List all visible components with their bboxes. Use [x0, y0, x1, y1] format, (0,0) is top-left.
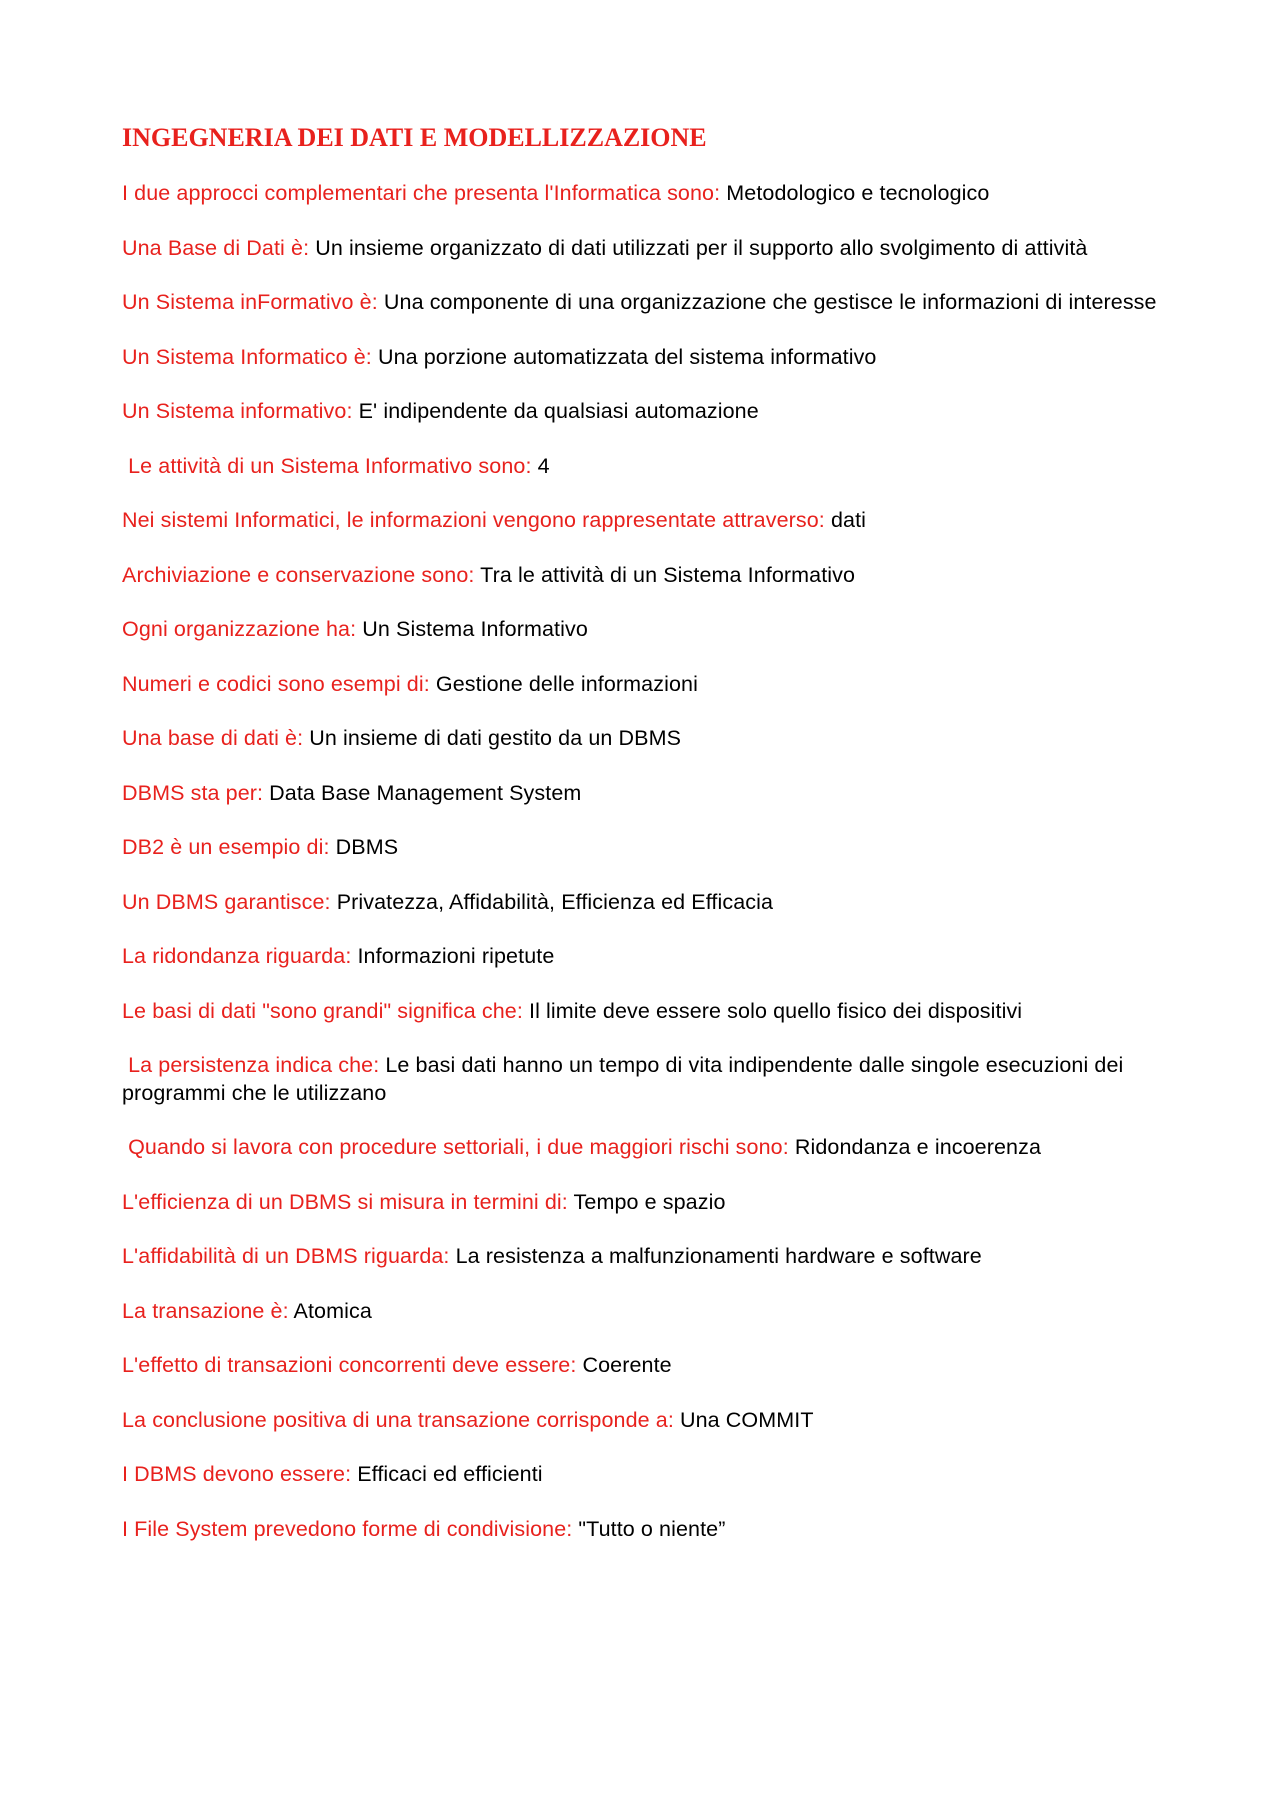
- question-text: L'affidabilità di un DBMS riguarda:: [122, 1244, 450, 1268]
- question-text: L'effetto di transazioni concorrenti deve essere:: [122, 1353, 577, 1377]
- qa-item: [122, 344, 1172, 372]
- qa-item: [122, 889, 1172, 917]
- question-text: DBMS sta per:: [122, 780, 264, 805]
- answer-text: Un insieme di dati gestito da un DBMS: [309, 726, 682, 750]
- question-text: Le attività di un Sistema Informativo sono:: [122, 453, 532, 478]
- answer-text: Tra le attività di un Sistema Informativo: [480, 562, 856, 587]
- question-text: Un Sistema informativo:: [122, 399, 353, 423]
- answer-text: 4: [537, 453, 550, 478]
- question-text: Numeri e codici sono esempi di:: [122, 671, 430, 696]
- qa-item: [122, 1461, 1172, 1489]
- qa-item: [122, 1134, 1172, 1162]
- question-text: La ridondanza riguarda:: [122, 944, 352, 968]
- document-title: INGEGNERIA DEI DATI E MODELLIZZAZIONE: [122, 123, 707, 152]
- answer-text: Il limite deve essere solo quello fisico dei dispositivi: [529, 998, 1023, 1023]
- qa-item: [122, 1298, 1172, 1326]
- answer-text: Gestione delle informazioni: [435, 671, 698, 696]
- question-text: L'efficienza di un DBMS si misura in termini di:: [122, 1189, 568, 1214]
- document-page: [122, 118, 1172, 1570]
- answer-text: Privatezza, Affidabilità, Efficienza ed Efficacia: [336, 889, 774, 914]
- answer-text: Data Base Management System: [269, 780, 582, 805]
- question-text: Una base di dati è:: [122, 726, 304, 750]
- question-text: Nei sistemi Informatici, le informazioni vengono rappresentate attraverso:: [122, 508, 825, 532]
- answer-text: Atomica: [293, 1298, 372, 1323]
- question-text: Un DBMS garantisce:: [122, 889, 331, 914]
- answer-text: Le basi dati hanno un tempo di vita indipendente dalle singole esecuzioni dei programmi che le utilizzano: [122, 1053, 1130, 1105]
- qa-item: [122, 235, 1172, 263]
- question-text: Archiviazione e conservazione sono:: [122, 562, 475, 587]
- answer-text: La resistenza a malfunzionamenti hardware e software: [455, 1244, 982, 1268]
- qa-item: [122, 616, 1172, 644]
- answer-text: Un insieme organizzato di dati utilizzati per il supporto allo svolgimento di attività: [315, 235, 1088, 260]
- question-text: I due approcci complementari che presenta l'Informatica sono:: [122, 181, 721, 205]
- qa-item: [122, 562, 1172, 590]
- answer-text: Coerente: [582, 1353, 672, 1377]
- answer-text: Efficaci ed efficienti: [357, 1462, 543, 1486]
- qa-item: [122, 180, 1172, 208]
- answer-text: Una componente di una organizzazione che gestisce le informazioni di interesse: [383, 290, 1157, 314]
- answer-text: Informazioni ripetute: [357, 944, 555, 968]
- answer-text: Metodologico e tecnologico: [726, 181, 990, 205]
- question-text: I DBMS devono essere:: [122, 1462, 352, 1486]
- qa-item: [122, 834, 1172, 862]
- answer-text: Ridondanza e incoerenza: [794, 1135, 1041, 1159]
- qa-item: [122, 1052, 1172, 1107]
- question-text: I File System prevedono forme di condivisione:: [122, 1516, 573, 1541]
- question-text: Ogni organizzazione ha:: [122, 617, 357, 641]
- qa-item: [122, 453, 1172, 481]
- question-text: La conclusione positiva di una transazione corrisponde a:: [122, 1407, 674, 1432]
- answer-text: Una COMMIT: [679, 1407, 814, 1432]
- answer-text: Una porzione automatizzata del sistema informativo: [377, 344, 877, 369]
- qa-item: [122, 398, 1172, 426]
- qa-item: [122, 1243, 1172, 1271]
- question-text: Una Base di Dati è:: [122, 235, 310, 260]
- question-text: La persistenza indica che:: [122, 1053, 380, 1077]
- qa-item: [122, 780, 1172, 808]
- question-text: DB2 è un esempio di:: [122, 835, 330, 859]
- answer-text: Tempo e spazio: [573, 1189, 726, 1214]
- qa-item: [122, 289, 1172, 317]
- answer-text: E' indipendente da qualsiasi automazione: [358, 399, 759, 423]
- qa-item: [122, 1516, 1172, 1544]
- qa-item: [122, 1189, 1172, 1217]
- qa-item: [122, 943, 1172, 971]
- qa-item: [122, 1407, 1172, 1435]
- qa-item: [122, 1352, 1172, 1380]
- question-text: Le basi di dati "sono grandi" significa che:: [122, 998, 523, 1023]
- qa-list: [122, 180, 1172, 1543]
- answer-text: dati: [830, 508, 867, 532]
- qa-item: [122, 725, 1172, 753]
- question-text: Quando si lavora con procedure settoriali, i due maggiori rischi sono:: [122, 1135, 789, 1159]
- answer-text: "Tutto o niente”: [578, 1516, 726, 1541]
- qa-item: [122, 671, 1172, 699]
- question-text: La transazione è:: [122, 1298, 289, 1323]
- qa-item: [122, 998, 1172, 1026]
- answer-text: Un Sistema Informativo: [362, 617, 588, 641]
- answer-text: DBMS: [335, 835, 399, 859]
- qa-item: [122, 507, 1172, 535]
- question-text: Un Sistema Informatico è:: [122, 344, 372, 369]
- question-text: Un Sistema inFormativo è:: [122, 290, 378, 314]
